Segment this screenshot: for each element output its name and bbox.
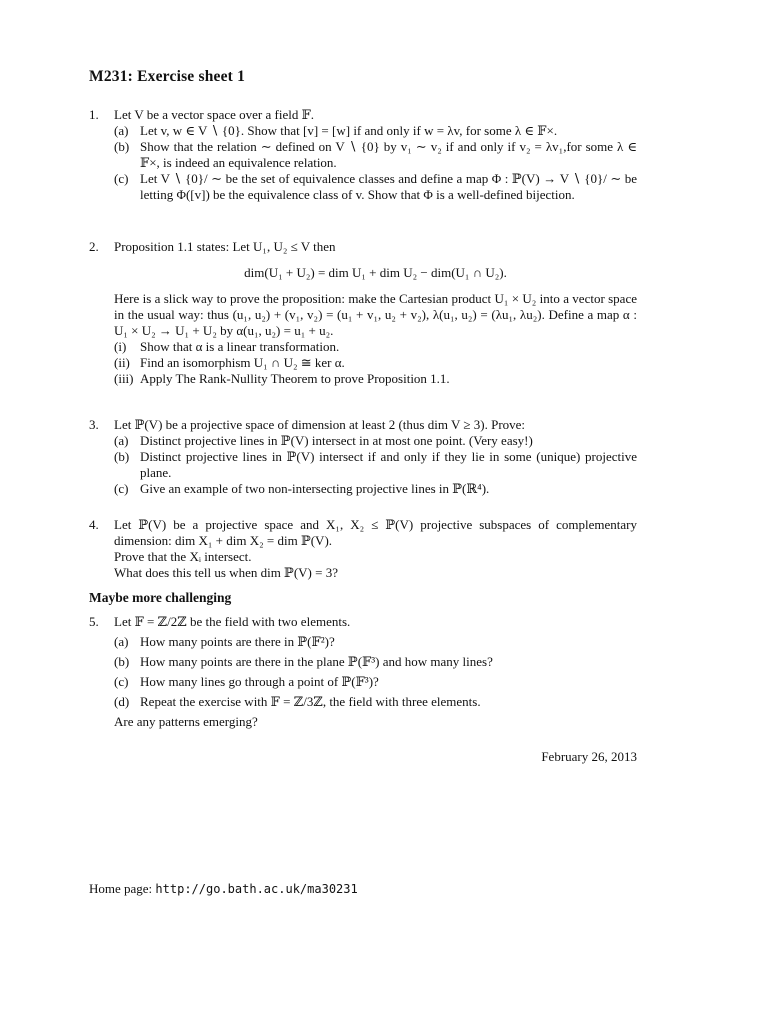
part-c	[114, 481, 637, 497]
part-label: (c)	[114, 481, 129, 496]
part-label: (a)	[114, 433, 129, 448]
part-label: (c)	[114, 171, 129, 186]
part-iii	[114, 371, 637, 387]
section-heading: Maybe more challenging	[89, 590, 232, 605]
problem-number: 2.	[89, 239, 99, 254]
problem-line: Prove that the Xᵢ intersect.	[114, 549, 252, 564]
problem-1	[89, 107, 637, 203]
part-label: (a)	[114, 123, 129, 138]
part-label: (iii)	[114, 371, 134, 386]
part-d	[114, 694, 637, 710]
problem-4	[89, 517, 637, 581]
problem-number: 3.	[89, 417, 99, 432]
problem-number: 5.	[89, 614, 99, 629]
part-label: (b)	[114, 139, 130, 154]
part-a	[114, 634, 637, 650]
problem-line: What does this tell us when dim ℙ(V) = 3?	[114, 565, 338, 580]
problem-intro: Let ℙ(V) be a projective space and X₁, X₂ ≤ ℙ(V) projective subspaces of complementary dimension: dim X₁ + dim X₂ = dim ℙ(V).	[114, 517, 637, 548]
problem-intro: Proposition 1.1 states: Let U₁, U₂ ≤ V then	[114, 239, 336, 254]
part-text: Find an isomorphism U₁ ∩ U₂ ≅ ker α.	[140, 355, 345, 370]
problem-closing: Are any patterns emerging?	[114, 714, 258, 729]
part-text: Let V ∖ {0}/ ∼ be the set of equivalence classes and define a map Φ : ℙ(V) → V ∖ {0}/ ∼ be letting Φ([v]) be the equivalence class of v. Show that Φ is a well-defined bijection.	[140, 171, 637, 202]
problem-intro: Let V be a vector space over a field 𝔽.	[114, 107, 315, 122]
part-b	[114, 139, 637, 171]
part-text: Distinct projective lines in ℙ(V) intersect in at most one point. (Very easy!)	[140, 433, 533, 448]
part-c	[114, 171, 637, 203]
part-text: How many points are there in ℙ(𝔽²)?	[140, 634, 335, 649]
part-label: (i)	[114, 339, 127, 354]
part-text: Distinct projective lines in ℙ(V) intersect if and only if they lie in some (unique) projective plane.	[140, 449, 637, 480]
problem-5	[89, 614, 637, 730]
part-text: How many lines go through a point of ℙ(𝔽³)?	[140, 674, 379, 689]
sheet-title: M231: Exercise sheet 1	[89, 68, 246, 85]
part-label: (d)	[114, 694, 130, 709]
sheet-date: February 26, 2013	[541, 749, 637, 764]
part-text: Let v, w ∈ V ∖ {0}. Show that [v] = [w] if and only if w = λv, for some λ ∈ 𝔽×.	[140, 123, 558, 138]
part-text: Repeat the exercise with 𝔽 = ℤ/3ℤ, the field with three elements.	[140, 694, 481, 709]
part-b	[114, 654, 637, 670]
problem-intro: Let ℙ(V) be a projective space of dimension at least 2 (thus dim V ≥ 3). Prove:	[114, 417, 526, 432]
part-label: (a)	[114, 634, 129, 649]
problem-number: 1.	[89, 107, 99, 122]
homepage-link[interactable]: http://go.bath.ac.uk/ma30231	[155, 882, 358, 896]
display-equation: dim(U₁ + U₂) = dim U₁ + dim U₂ − dim(U₁ ∩ U₂).	[244, 265, 507, 280]
part-a	[114, 433, 637, 449]
footer-label: Home page:	[89, 881, 153, 896]
part-label: (b)	[114, 654, 130, 669]
part-text: Show that α is a linear transformation.	[140, 339, 340, 354]
part-text: Apply The Rank-Nullity Theorem to prove Proposition 1.1.	[140, 371, 450, 386]
part-text: How many points are there in the plane ℙ(𝔽³) and how many lines?	[140, 654, 493, 669]
problem-intro: Let 𝔽 = ℤ/2ℤ be the field with two elements.	[114, 614, 351, 629]
footer	[89, 881, 358, 897]
problem-paragraph: Here is a slick way to prove the proposition: make the Cartesian product U₁ × U₂ into a vector space in the usual way: thus (u₁, u₂) + (v₁, v₂) = (u₁ + v₁, u₂ + v₂), λ(u₁, u₂) = (λu₁, λu₂). Define a map α : U₁ × U₂ → U₁ + U₂ by α(u₁, u₂) = u₁ + u₂.	[114, 291, 637, 338]
part-text: Show that the relation ∼ defined on V ∖ {0} by v₁ ∼ v₂ if and only if v₂ = λv₁,for some λ ∈ 𝔽×, is indeed an equivalence relation.	[140, 139, 637, 170]
part-c	[114, 674, 637, 690]
part-label: (ii)	[114, 355, 130, 370]
part-label: (c)	[114, 674, 129, 689]
part-text: Give an example of two non-intersecting projective lines in ℙ(ℝ⁴).	[140, 481, 490, 496]
part-b	[114, 449, 637, 481]
part-i	[114, 339, 637, 355]
part-a	[114, 123, 637, 139]
part-ii	[114, 355, 637, 371]
problem-number: 4.	[89, 517, 99, 532]
part-label: (b)	[114, 449, 130, 464]
problem-2	[89, 239, 637, 387]
problem-3	[89, 417, 637, 497]
